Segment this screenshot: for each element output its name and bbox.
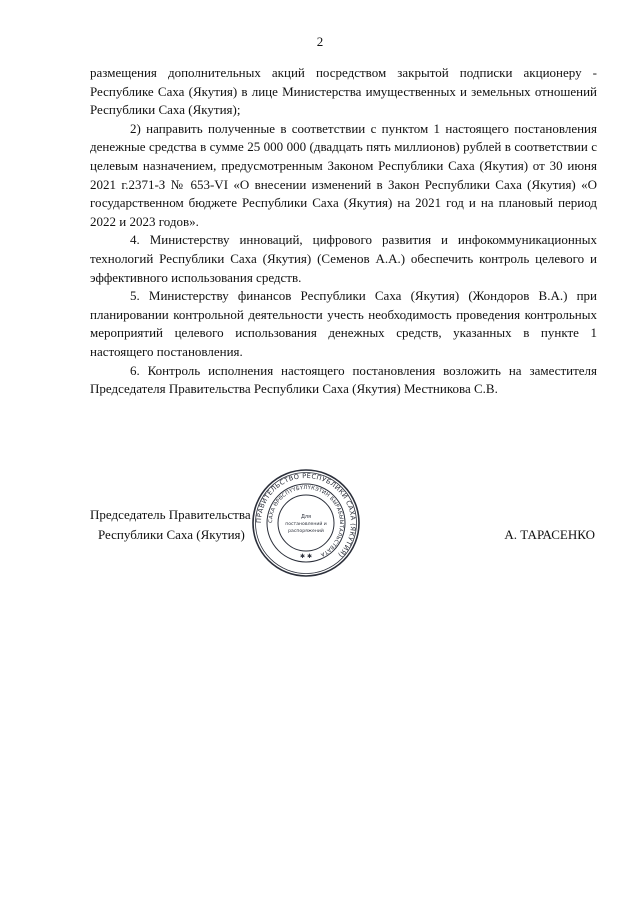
seal-center-line-2: постановлений и [285,522,327,527]
signatory-title-line-1: Председатель Правительства [90,507,251,522]
official-seal-stamp [251,468,361,578]
seal-outer-text: ПРАВИТЕЛЬСТВО РЕСПУБЛИКИ САХА (ЯКУТИЯ) [254,471,358,560]
seal-icon [251,468,361,578]
signatory-name: А. ТАРАСЕНКО [504,527,595,542]
paragraph-item-4: 4. Министерству инноваций, цифрового развития и инфокоммуникационных технологий Республики Саха (Якутия) (Семенов А.А.) обеспечить контроль целевого и эффективного использования средств. [90,232,597,285]
signatory-title-line-2: Республики Саха (Якутия) [98,527,245,542]
seal-inner-text: САХА ӨРӨСПҮҮБҮЛҮКЭТИН БЫРАБЫЫТАЛЬСТВАТА [267,484,345,558]
seal-center-line-1: Для [300,514,312,520]
seal-star-mark: ✱ ✱ [300,553,312,560]
paragraph-continuation: размещения дополнительных акций посредством закрытой подписки акционеру - Республике Саха (Якутия) в лице Министерства имущественных и земельных отношений Республики Саха (Якутия); [90,65,597,118]
document-body [90,64,597,399]
paragraph-item-6: 6. Контроль исполнения настоящего постановления возложить на заместителя Председателя Правительства Республики Саха (Якутия) Местникова С.В. [90,362,597,397]
paragraph-item-2: 2) направить полученные в соответствии с пунктом 1 настоящего постановления денежные средства в сумме 25 000 000 (двадцать пять миллионов) рублей в соответствии с целевым назначением, предусмотренным Законом Республики Саха (Якутия) от 30 июня 2021 г.2371-З № 653-VI «О внесении изменений в Закон Республики Саха (Якутия) «О государственном бюджете Республики Саха (Якутия) на 2021 год и на плановый период 2022 и 2023 годов». [90,120,597,229]
page-number: 2 [316,34,324,49]
seal-center-line-3: распоряжений [288,529,324,534]
paragraph-item-5: 5. Министерству финансов Республики Саха (Якутия) (Жондоров В.А.) при планировании контрольной деятельности учесть необходимость проведения контрольных мероприятий целевого использования денежных средств, указанных в пункте 1 настоящего постановления. [90,288,597,359]
